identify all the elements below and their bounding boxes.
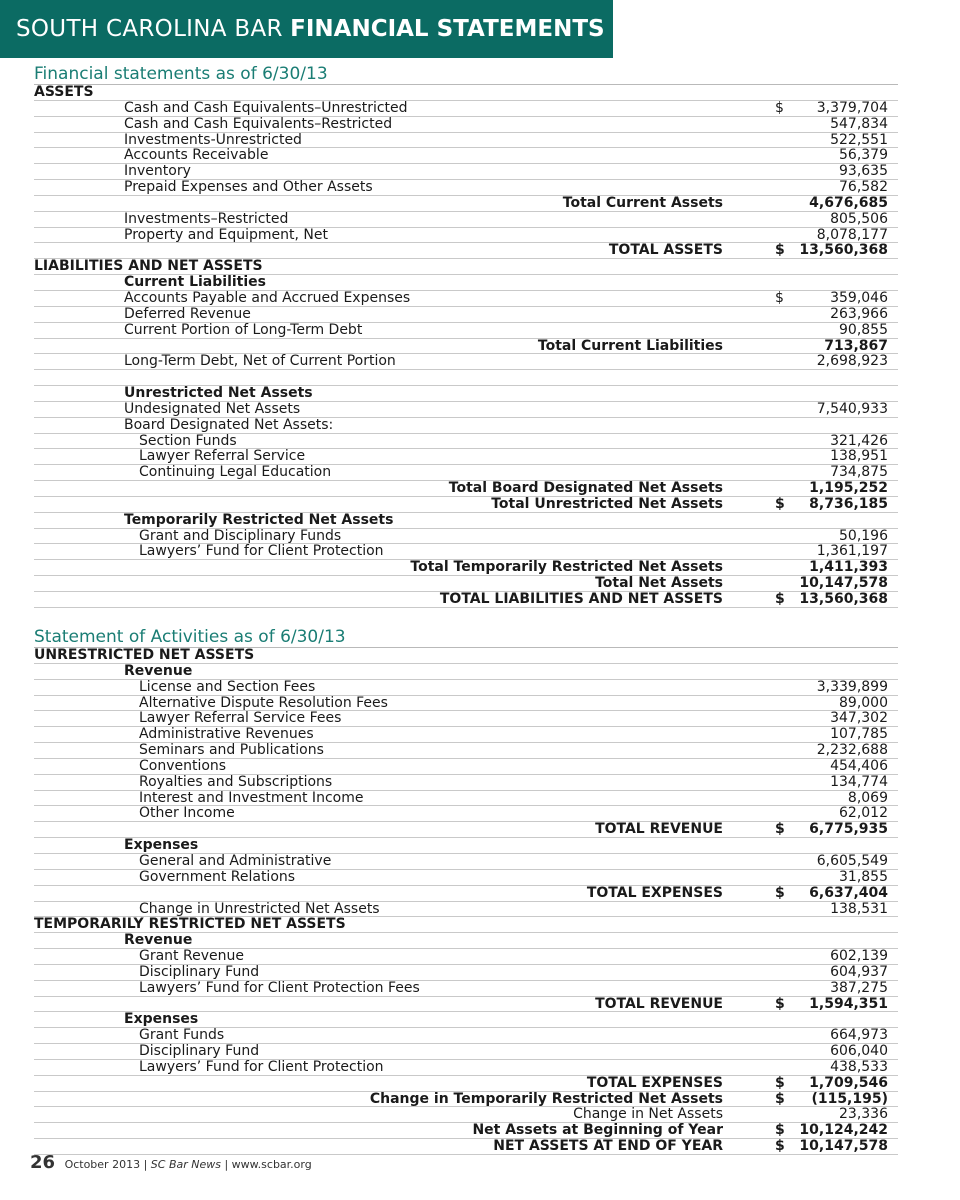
row-label: Other Income bbox=[139, 805, 235, 822]
row-label: Cash and Cash Equivalents–Restricted bbox=[124, 115, 393, 132]
row-amount: 1,195,252 bbox=[809, 480, 888, 497]
total-row bbox=[34, 243, 898, 259]
total-label: Total Temporarily Restricted Net Assets bbox=[410, 559, 723, 576]
statement-row bbox=[34, 117, 898, 133]
row-amount: 7,540,933 bbox=[816, 400, 888, 417]
row-label: ASSETS bbox=[34, 84, 94, 100]
row-amount: 23,336 bbox=[839, 1106, 888, 1123]
statement-row bbox=[34, 933, 898, 949]
total-label: TOTAL EXPENSES bbox=[586, 884, 723, 901]
statement-row bbox=[34, 164, 898, 180]
row-label: Expenses bbox=[124, 1011, 199, 1028]
row-amount: 90,855 bbox=[839, 321, 888, 338]
total-label: TOTAL REVENUE bbox=[595, 821, 723, 838]
row-amount: 6,637,404 bbox=[809, 884, 888, 901]
row-label: Grant Revenue bbox=[139, 948, 244, 965]
statement-row bbox=[34, 275, 898, 291]
row-label: Grant and Disciplinary Funds bbox=[139, 527, 342, 544]
row-label: Revenue bbox=[124, 932, 193, 949]
banner-title-bold: FINANCIAL STATEMENTS bbox=[290, 16, 605, 42]
section-title: Statement of Activities as of 6/30/13 bbox=[34, 627, 898, 648]
banner-title-light: SOUTH CAROLINA BAR bbox=[16, 16, 283, 42]
row-amount: 321,426 bbox=[830, 432, 888, 449]
total-row bbox=[34, 997, 898, 1013]
row-label: Section Funds bbox=[139, 432, 237, 449]
dollar-sign: $ bbox=[775, 995, 785, 1012]
dollar-sign: $ bbox=[775, 1122, 785, 1139]
row-label: Inventory bbox=[124, 163, 191, 180]
statement-row bbox=[34, 259, 898, 275]
statement-row bbox=[34, 291, 898, 307]
dollar-sign: $ bbox=[775, 1138, 785, 1155]
row-label: Current Portion of Long-Term Debt bbox=[124, 321, 363, 338]
financial-statements-section bbox=[34, 64, 898, 608]
total-row bbox=[34, 481, 898, 497]
statement-row bbox=[34, 696, 898, 712]
row-label: Temporarily Restricted Net Assets bbox=[124, 511, 394, 528]
statement-row bbox=[34, 529, 898, 545]
row-label: LIABILITIES AND NET ASSETS bbox=[34, 258, 263, 275]
row-amount: 3,379,704 bbox=[816, 99, 888, 116]
dollar-sign: $ bbox=[775, 1090, 785, 1107]
total-label: Total Current Assets bbox=[562, 194, 723, 211]
statement-row bbox=[34, 711, 898, 727]
row-amount: 438,533 bbox=[830, 1058, 888, 1075]
total-row bbox=[34, 339, 898, 355]
row-label: Lawyers’ Fund for Client Protection bbox=[139, 1058, 384, 1075]
row-amount: 6,605,549 bbox=[816, 852, 888, 869]
statement-row bbox=[34, 418, 898, 434]
footer-publication: SC Bar News bbox=[150, 1158, 221, 1171]
row-label: Deferred Revenue bbox=[124, 305, 251, 322]
row-label: UNRESTRICTED NET ASSETS bbox=[34, 647, 255, 663]
row-amount: 6,775,935 bbox=[809, 821, 888, 838]
statement-row bbox=[34, 981, 898, 997]
statement-row bbox=[34, 434, 898, 450]
statement-row bbox=[34, 902, 898, 918]
row-amount: 713,867 bbox=[824, 337, 888, 354]
statement-row bbox=[34, 386, 898, 402]
row-label: Disciplinary Fund bbox=[139, 963, 260, 980]
row-amount: 1,361,197 bbox=[816, 543, 888, 560]
total-row bbox=[34, 822, 898, 838]
row-label: Accounts Receivable bbox=[124, 147, 269, 164]
dollar-sign: $ bbox=[775, 591, 785, 607]
row-amount: 62,012 bbox=[839, 805, 888, 822]
statement-row bbox=[34, 664, 898, 680]
statement-row bbox=[34, 449, 898, 465]
row-amount: 347,302 bbox=[830, 710, 888, 727]
total-row bbox=[34, 592, 898, 608]
section-title: Financial statements as of 6/30/13 bbox=[34, 64, 898, 85]
statement-row bbox=[34, 854, 898, 870]
row-label: Disciplinary Fund bbox=[139, 1043, 260, 1060]
statement-row bbox=[34, 743, 898, 759]
row-label: Change in Unrestricted Net Assets bbox=[139, 900, 380, 917]
statement-row bbox=[34, 307, 898, 323]
row-amount: 604,937 bbox=[830, 963, 888, 980]
row-amount: 31,855 bbox=[839, 868, 888, 885]
statement-row bbox=[34, 544, 898, 560]
dollar-sign: $ bbox=[775, 289, 784, 306]
row-label: Revenue bbox=[124, 662, 193, 679]
row-label: Undesignated Net Assets bbox=[124, 400, 301, 417]
row-amount: (115,195) bbox=[811, 1090, 888, 1107]
row-label: Seminars and Publications bbox=[139, 742, 324, 759]
row-label: Long-Term Debt, Net of Current Portion bbox=[124, 353, 396, 370]
footer-date: October 2013 | bbox=[64, 1158, 148, 1171]
statement-row bbox=[34, 1044, 898, 1060]
total-row bbox=[34, 1076, 898, 1092]
row-label: Lawyers’ Fund for Client Protection Fees bbox=[139, 979, 420, 996]
statement-row bbox=[34, 680, 898, 696]
row-amount: 805,506 bbox=[830, 210, 888, 227]
statement-row bbox=[34, 133, 898, 149]
header-banner bbox=[0, 0, 613, 58]
dollar-sign: $ bbox=[775, 821, 785, 838]
total-row bbox=[34, 560, 898, 576]
row-label: Unrestricted Net Assets bbox=[124, 385, 313, 402]
total-row bbox=[34, 1092, 898, 1108]
row-amount: 606,040 bbox=[830, 1043, 888, 1060]
row-amount: 107,785 bbox=[830, 726, 888, 743]
statement-row bbox=[34, 228, 898, 244]
row-amount: 13,560,368 bbox=[799, 591, 888, 607]
row-label: Current Liabilities bbox=[124, 274, 266, 291]
row-amount: 138,531 bbox=[830, 900, 888, 917]
statement-row bbox=[34, 85, 898, 101]
row-label: Expenses bbox=[124, 837, 199, 854]
row-amount: 8,736,185 bbox=[809, 495, 888, 512]
row-amount: 2,232,688 bbox=[816, 742, 888, 759]
statement-row bbox=[34, 1028, 898, 1044]
statement-row bbox=[34, 949, 898, 965]
statement-row bbox=[34, 759, 898, 775]
row-amount: 547,834 bbox=[830, 115, 888, 132]
total-label: Total Unrestricted Net Assets bbox=[491, 495, 723, 512]
row-amount: 1,411,393 bbox=[809, 559, 888, 576]
row-label: Lawyers’ Fund for Client Protection bbox=[139, 543, 384, 560]
row-label: Investments-Unrestricted bbox=[124, 131, 302, 148]
footer-website: | www.scbar.org bbox=[224, 1158, 312, 1171]
statement-row bbox=[34, 148, 898, 164]
total-row bbox=[34, 576, 898, 592]
row-amount: 50,196 bbox=[839, 527, 888, 544]
total-label: Change in Net Assets bbox=[573, 1106, 723, 1123]
row-amount: 602,139 bbox=[830, 948, 888, 965]
page-number: 26 bbox=[30, 1152, 56, 1173]
row-label: Alternative Dispute Resolution Fees bbox=[139, 694, 388, 711]
row-amount: 387,275 bbox=[830, 979, 888, 996]
row-amount: 8,069 bbox=[847, 789, 888, 806]
row-label: License and Section Fees bbox=[139, 678, 316, 695]
row-amount: 3,339,899 bbox=[816, 678, 888, 695]
statement-row bbox=[34, 791, 898, 807]
row-amount: 1,709,546 bbox=[809, 1074, 888, 1091]
statement-of-activities-section bbox=[34, 627, 898, 1155]
row-amount: 10,124,242 bbox=[799, 1122, 888, 1139]
row-label: Government Relations bbox=[139, 868, 296, 885]
statement-row bbox=[34, 513, 898, 529]
row-amount: 76,582 bbox=[839, 179, 888, 196]
total-row bbox=[34, 497, 898, 513]
total-row bbox=[34, 886, 898, 902]
statement-row bbox=[34, 465, 898, 481]
statement-row bbox=[34, 370, 898, 386]
total-label: Total Net Assets bbox=[595, 575, 723, 592]
statement-row bbox=[34, 1012, 898, 1028]
total-label: Total Board Designated Net Assets bbox=[448, 480, 723, 497]
dollar-sign: $ bbox=[775, 99, 784, 116]
row-amount: 2,698,923 bbox=[816, 353, 888, 370]
statement-row bbox=[34, 806, 898, 822]
row-label: Lawyer Referral Service bbox=[139, 448, 306, 465]
statement-row bbox=[34, 180, 898, 196]
row-amount: 4,676,685 bbox=[809, 194, 888, 211]
total-label: Change in Temporarily Restricted Net Assets bbox=[369, 1090, 723, 1107]
row-label: Continuing Legal Education bbox=[139, 464, 332, 481]
total-row bbox=[34, 196, 898, 212]
statement-row bbox=[34, 775, 898, 791]
page-footer bbox=[30, 1152, 312, 1173]
total-row bbox=[34, 1123, 898, 1139]
row-amount: 664,973 bbox=[830, 1027, 888, 1044]
row-label: Prepaid Expenses and Other Assets bbox=[124, 179, 373, 196]
statement-row bbox=[34, 648, 898, 664]
row-amount: 8,078,177 bbox=[816, 226, 888, 243]
row-amount: 522,551 bbox=[830, 131, 888, 148]
statement-row bbox=[34, 917, 898, 933]
statement-row bbox=[34, 354, 898, 370]
total-row bbox=[34, 1107, 898, 1123]
row-label: Board Designated Net Assets: bbox=[124, 416, 334, 433]
total-label: Net Assets at Beginning of Year bbox=[472, 1122, 723, 1139]
row-label: Property and Equipment, Net bbox=[124, 226, 328, 243]
row-amount: 359,046 bbox=[830, 289, 888, 306]
statement-rows bbox=[34, 648, 898, 1155]
statement-row bbox=[34, 727, 898, 743]
row-amount: 134,774 bbox=[830, 773, 888, 790]
dollar-sign: $ bbox=[775, 495, 785, 512]
statement-row bbox=[34, 323, 898, 339]
row-label: TEMPORARILY RESTRICTED NET ASSETS bbox=[34, 916, 346, 933]
row-label: Conventions bbox=[139, 757, 227, 774]
statement-row bbox=[34, 838, 898, 854]
statement-row bbox=[34, 965, 898, 981]
row-amount: 13,560,368 bbox=[799, 242, 888, 259]
row-amount: 734,875 bbox=[830, 464, 888, 481]
total-label: TOTAL EXPENSES bbox=[586, 1074, 723, 1091]
total-label: NET ASSETS AT END OF YEAR bbox=[493, 1138, 723, 1155]
row-amount: 138,951 bbox=[830, 448, 888, 465]
total-label: TOTAL LIABILITIES AND NET ASSETS bbox=[439, 591, 723, 607]
row-amount: 10,147,578 bbox=[799, 575, 888, 592]
row-label: Royalties and Subscriptions bbox=[139, 773, 333, 790]
row-label: General and Administrative bbox=[139, 852, 332, 869]
statement-rows bbox=[34, 85, 898, 608]
total-label: Total Current Liabilities bbox=[537, 337, 723, 354]
row-label: Interest and Investment Income bbox=[139, 789, 364, 806]
dollar-sign: $ bbox=[775, 884, 785, 901]
statement-row bbox=[34, 870, 898, 886]
row-amount: 89,000 bbox=[839, 694, 888, 711]
row-label: Administrative Revenues bbox=[139, 726, 314, 743]
row-amount: 1,594,351 bbox=[809, 995, 888, 1012]
statement-row bbox=[34, 402, 898, 418]
statement-row bbox=[34, 1060, 898, 1076]
row-label: Cash and Cash Equivalents–Unrestricted bbox=[124, 99, 408, 116]
row-amount: 263,966 bbox=[830, 305, 888, 322]
row-amount: 454,406 bbox=[830, 757, 888, 774]
row-amount: 93,635 bbox=[839, 163, 888, 180]
dollar-sign: $ bbox=[775, 1074, 785, 1091]
statement-row bbox=[34, 212, 898, 228]
row-label: Investments–Restricted bbox=[124, 210, 289, 227]
total-label: TOTAL REVENUE bbox=[595, 995, 723, 1012]
row-amount: 56,379 bbox=[839, 147, 888, 164]
row-amount: 10,147,578 bbox=[799, 1138, 888, 1155]
row-label: Accounts Payable and Accrued Expenses bbox=[124, 289, 411, 306]
row-label: Lawyer Referral Service Fees bbox=[139, 710, 342, 727]
row-label: Grant Funds bbox=[139, 1027, 225, 1044]
total-label: TOTAL ASSETS bbox=[608, 242, 723, 259]
statement-row bbox=[34, 101, 898, 117]
dollar-sign: $ bbox=[775, 242, 785, 259]
